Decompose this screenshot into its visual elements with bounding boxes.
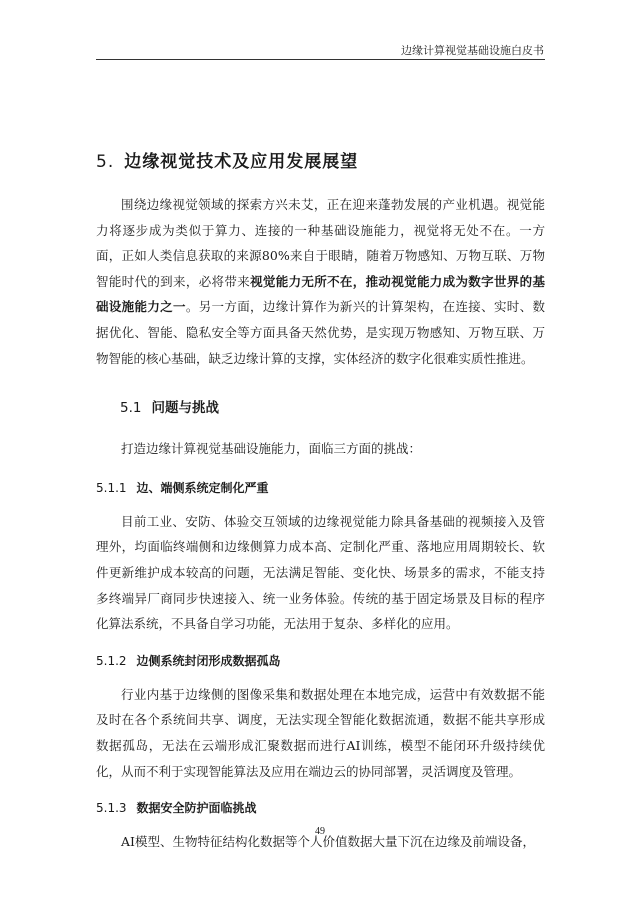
- emphasis-text: 视觉能力无所不在，推动视觉能力成为数字世界的基础设施能力之一: [96, 273, 545, 315]
- page-body: [96, 96, 545, 855]
- section-5-1-2-heading: [96, 652, 545, 669]
- section-number: 5.1.1: [96, 480, 127, 495]
- header-rule: [96, 59, 545, 60]
- paragraph-challenges: 打造边缘计算视觉基础设施能力，面临三方面的挑战：: [121, 441, 422, 457]
- section-title: 边侧系统封闭形成数据孤岛: [136, 653, 281, 668]
- section-5-1-heading: [96, 396, 545, 416]
- paragraph-text: 围绕边缘视觉领域的探索方兴未艾，正在迎来蓬勃发展的产业机遇。视觉能力将逐步成为类似于算力、连接的一种基础设施能力，视觉将无处不在。一方面，正如人类信息获取的来源80%来自于眼睛，随着万物感知、万物互联、万物智能时代的到来，必将带来: [96, 197, 545, 289]
- section-title: 边、端侧系统定制化严重: [136, 480, 269, 495]
- section-number: 5.1.2: [96, 653, 127, 668]
- section-5-1-3-heading: [96, 799, 545, 816]
- section-number: 5.: [96, 152, 115, 172]
- paragraph-security: AI模型、生物特征结构化数据等个人价值数据大量下沉在边缘及前端设备，: [121, 834, 535, 850]
- paragraph-intro: [96, 192, 545, 371]
- section-number: 5.1: [120, 400, 142, 417]
- paragraph-customization: 目前工业、安防、体验交互领域的边缘视觉能力除具备基础的视频接入及管理外，均面临终端侧和边缘侧算力成本高、定制化严重、落地应用周期较长、软件更新维护成本较高的问题，无法满足智能、变化快、场景多的需求，不能支持多终端异厂商同步快速接入、统一业务体验。传统的基于固定场景及目标的程序化算法系统，不具备自学习功能，无法用于复杂、多样化的应用。: [96, 513, 545, 632]
- section-number: 5.1.3: [96, 801, 127, 816]
- page-number: 49: [315, 826, 325, 837]
- section-5-1-1-heading: [96, 479, 545, 496]
- section-title: 数据安全防护面临挑战: [136, 801, 257, 816]
- section-title: 边缘视觉技术及应用发展展望: [124, 152, 359, 172]
- paragraph-text: 。另一方面，边缘计算作为新兴的计算架构，在连接、实时、数据优化、智能、隐私安全等方面具备天然优势，是实现万物感知、万物互联、万物智能的核心基础，缺乏边缘计算的支撑，实体经济的数字化很难实质性推进。: [96, 299, 545, 366]
- paragraph-data-silos: 行业内基于边缘侧的图像采集和数据处理在本地完成，运营中有效数据不能及时在各个系统间共享、调度，无法实现全智能化数据流通，数据不能共享形成数据孤岛，无法在云端形成汇聚数据而进行AI训练，模型不能闭环升级持续优化，从而不利于实现智能算法及应用在端边云的协同部署，灵活调度及管理。: [96, 686, 545, 779]
- running-header: 边缘计算视觉基础设施白皮书: [401, 44, 544, 57]
- section-5-heading: [96, 147, 545, 172]
- section-title: 问题与挑战: [151, 400, 219, 417]
